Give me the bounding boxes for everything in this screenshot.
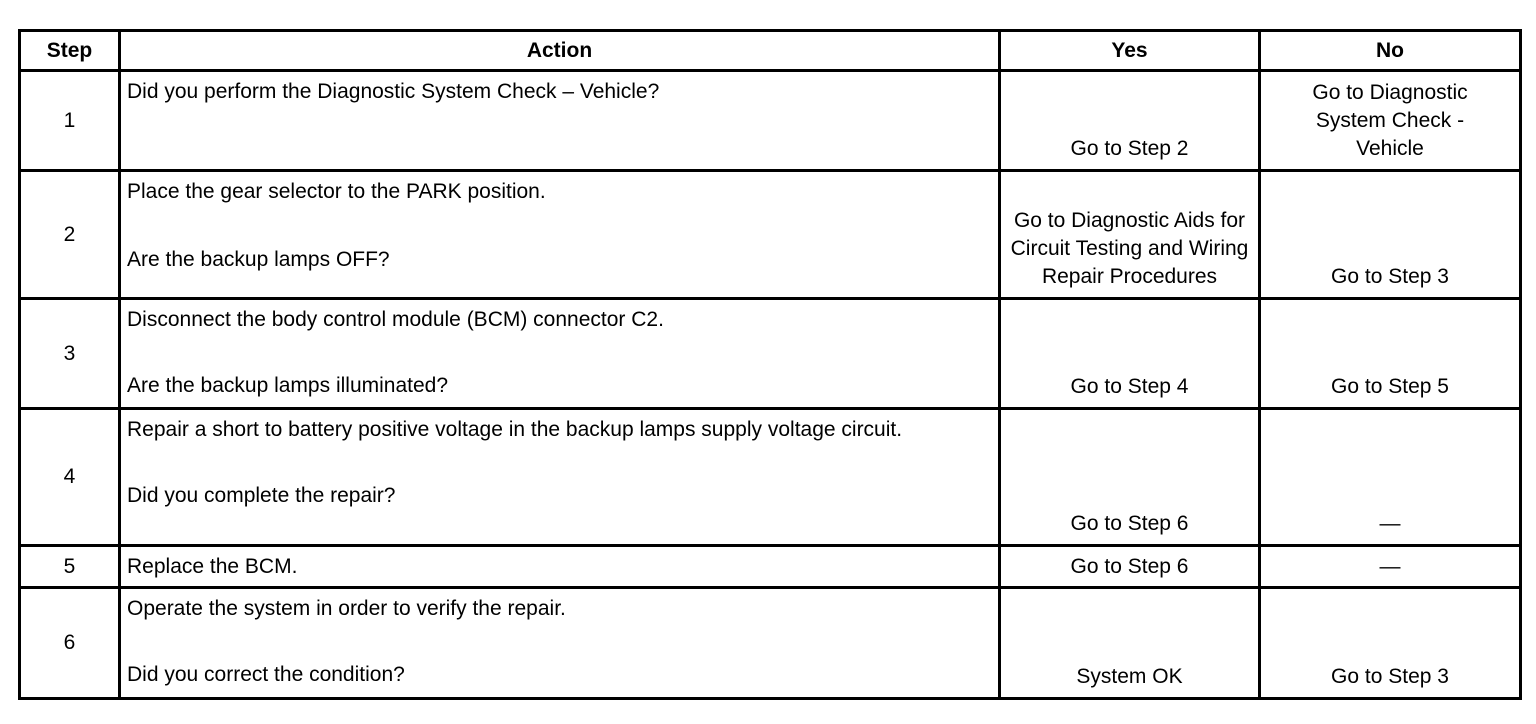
no-cell (1260, 588, 1521, 699)
step-number: 2 (20, 171, 120, 299)
action-question: Are the backup lamps illuminated? (127, 374, 449, 397)
no-text: Go to Diagnostic System Check - Vehicle (1312, 81, 1468, 160)
action-instruction: Place the gear selector to the PARK position. (127, 180, 546, 203)
header-step: Step (20, 31, 120, 71)
yes-text: Go to Step 6 (1070, 554, 1189, 578)
table-row (20, 299, 1521, 409)
table-row (20, 71, 1521, 171)
yes-cell (1000, 409, 1260, 546)
header-row (20, 31, 1521, 71)
action-question: Are the backup lamps OFF? (127, 248, 390, 271)
no-text: Go to Step 3 (1331, 665, 1449, 688)
header-yes: Yes (1000, 31, 1260, 71)
step-number: 3 (20, 299, 120, 409)
step-number: 1 (20, 71, 120, 171)
no-cell (1260, 409, 1521, 546)
no-text: Go to Step 5 (1331, 375, 1449, 398)
yes-cell (1000, 546, 1260, 588)
yes-text: Go to Diagnostic Aids for Circuit Testing and Wiring Repair Procedures (1010, 209, 1249, 288)
no-cell (1260, 71, 1521, 171)
no-cell (1260, 171, 1521, 299)
yes-cell (1000, 171, 1260, 299)
action-instruction: Replace the BCM. (127, 554, 298, 578)
yes-cell (1000, 588, 1260, 699)
yes-text: System OK (1076, 665, 1183, 688)
no-text: Go to Step 3 (1331, 265, 1449, 288)
header-no: No (1260, 31, 1521, 71)
table-row (20, 409, 1521, 546)
action-cell (120, 299, 1000, 409)
no-text: — (1379, 554, 1401, 578)
no-cell (1260, 546, 1521, 588)
yes-text: Go to Step 4 (1070, 375, 1189, 398)
step-number: 6 (20, 588, 120, 699)
step-number: 5 (20, 546, 120, 588)
table-row (20, 171, 1521, 299)
table-row (20, 546, 1521, 588)
action-instruction: Disconnect the body control module (BCM) connector C2. (127, 308, 664, 331)
action-instruction: Operate the system in order to verify the repair. (127, 597, 566, 620)
yes-text: Go to Step 6 (1070, 512, 1189, 535)
header-action: Action (120, 31, 1000, 71)
action-cell (120, 409, 1000, 546)
yes-cell (1000, 71, 1260, 171)
action-cell (120, 546, 1000, 588)
action-question: Did you complete the repair? (127, 484, 396, 507)
table-row (20, 588, 1521, 699)
no-text: — (1379, 512, 1401, 535)
action-cell (120, 71, 1000, 171)
action-instruction: Repair a short to battery positive voltage in the backup lamps supply voltage circuit. (127, 418, 903, 441)
step-number: 4 (20, 409, 120, 546)
yes-cell (1000, 299, 1260, 409)
diagnostic-table (18, 29, 1522, 700)
yes-text: Go to Step 2 (1070, 137, 1189, 160)
action-question: Did you correct the condition? (127, 663, 405, 686)
action-instruction: Did you perform the Diagnostic System Check – Vehicle? (127, 80, 660, 103)
no-cell (1260, 299, 1521, 409)
action-cell (120, 588, 1000, 699)
action-cell (120, 171, 1000, 299)
